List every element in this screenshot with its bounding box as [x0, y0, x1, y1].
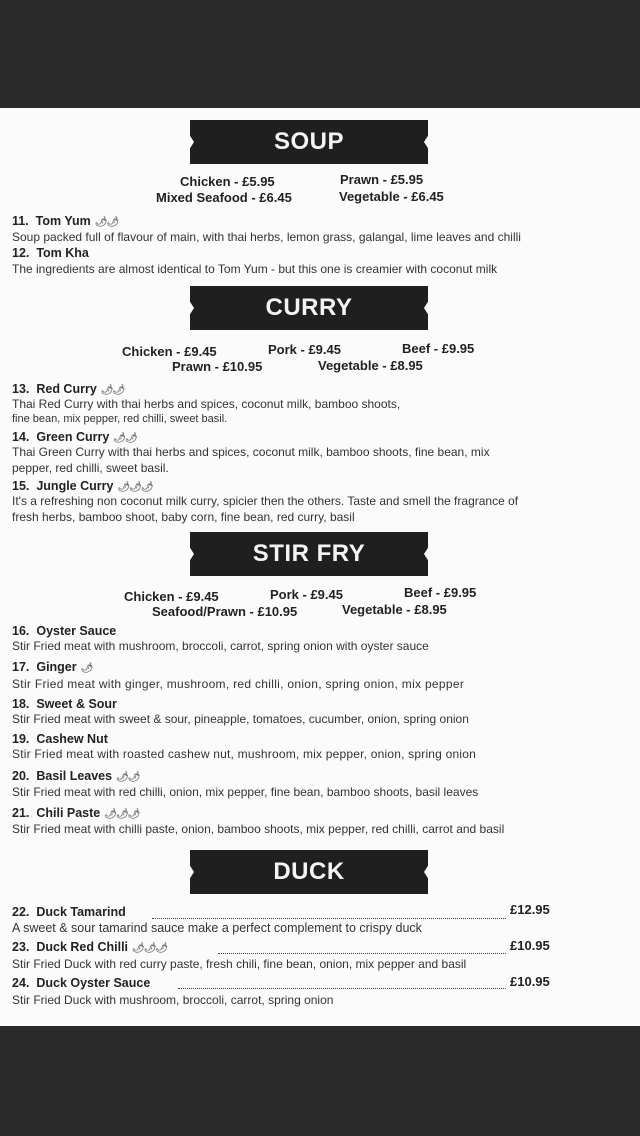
menu-item-22-desc: A sweet & sour tamarind sauce make a perfect complement to crispy duck	[12, 921, 422, 935]
menu-item-16-desc: Stir Fried meat with mushroom, broccoli, carrot, spring onion with oyster sauce	[12, 639, 429, 653]
curry-price-prawn: Prawn - £10.95	[172, 359, 263, 374]
menu-item-18: 18. Sweet & Sour	[12, 697, 117, 711]
menu-item-16: 16. Oyster Sauce	[12, 624, 117, 638]
stirfry-price-seafood: Seafood/Prawn - £10.95	[152, 604, 298, 619]
menu-item-21-desc: Stir Fried meat with chilli paste, onion, bamboo shoots, mix pepper, red chilli, carrot and basil	[12, 822, 505, 836]
soup-price-prawn: Prawn - £5.95	[340, 172, 424, 187]
menu-item-21: 21. Chili Paste 🌶🌶🌶	[12, 806, 140, 820]
menu-page	[0, 108, 640, 1026]
chili-icon: 🌶🌶🌶	[104, 809, 140, 820]
leader-dots	[178, 988, 506, 989]
duck-title: DUCK	[273, 858, 345, 885]
menu-item-17-desc: Stir Fried meat with ginger, mushroom, red chilli, onion, spring onion, mix pepper	[12, 677, 465, 691]
menu-item-14: 14. Green Curry 🌶🌶	[12, 430, 137, 444]
chili-icon: 🌶🌶	[116, 772, 140, 783]
stirfry-price-beef: Beef - £9.95	[404, 585, 477, 600]
menu-item-12: 12. Tom Kha	[12, 246, 89, 260]
menu-item-18-desc: Stir Fried meat with sweet & sour, pineapple, tomatoes, cucumber, onion, spring onion	[12, 712, 469, 726]
menu-item-17: 17. Ginger 🌶	[12, 660, 93, 674]
menu-item-19-desc: Stir Fried meat with roasted cashew nut, mushroom, mix pepper, onion, spring onion	[12, 747, 476, 761]
menu-item-11-desc: Soup packed full of flavour of main, with thai herbs, lemon grass, galangal, lime leaves and chilli	[12, 230, 521, 244]
menu-item-15: 15. Jungle Curry 🌶🌶🌶	[12, 479, 153, 493]
soup-price-chicken: Chicken - £5.95	[180, 174, 275, 189]
menu-item-24-price: £10.95	[510, 974, 550, 989]
menu-item-19: 19. Cashew Nut	[12, 732, 108, 746]
curry-price-chicken: Chicken - £9.45	[122, 344, 217, 359]
soup-price-seafood: Mixed Seafood - £6.45	[156, 190, 292, 205]
chili-icon: 🌶🌶	[94, 217, 119, 228]
soup-price-vegetable: Vegetable - £6.45	[339, 189, 444, 204]
chili-icon: 🌶🌶🌶	[117, 482, 153, 493]
menu-item-13-desc: Thai Red Curry with thai herbs and spices, coconut milk, bamboo shoots,	[12, 397, 401, 411]
curry-banner	[180, 286, 438, 330]
stirfry-price-vegetable: Vegetable - £8.95	[342, 602, 447, 617]
duck-banner	[180, 850, 438, 894]
menu-item-24: 24. Duck Oyster Sauce	[12, 976, 151, 990]
menu-item-24-desc: Stir Fried Duck with mushroom, broccoli, carrot, spring onion	[12, 993, 334, 1007]
menu-item-13: 13. Red Curry 🌶🌶	[12, 382, 125, 396]
leader-dots	[152, 918, 506, 919]
menu-item-23: 23. Duck Red Chilli 🌶🌶🌶	[12, 940, 168, 954]
stirfry-title: STIR FRY	[252, 540, 366, 567]
menu-item-23-price: £10.95	[510, 938, 550, 953]
menu-item-15-desc-2: fresh herbs, bamboo shoot, baby corn, fine bean, red curry, basil	[12, 510, 355, 524]
chili-icon: 🌶	[80, 663, 93, 674]
menu-item-14-desc-2: pepper, red chilli, sweet basil.	[12, 461, 169, 475]
menu-item-14-desc: Thai Green Curry with thai herbs and spices, coconut milk, bamboo shoots, fine bean, mix	[12, 445, 490, 459]
menu-item-15-desc: It's a refreshing non coconut milk curry, spicier then the others. Taste and smell the fragrance of	[12, 494, 519, 508]
chili-icon: 🌶🌶	[113, 433, 137, 444]
menu-item-22: 22. Duck Tamarind	[12, 905, 126, 919]
stirfry-price-pork: Pork - £9.45	[270, 587, 343, 602]
menu-item-11: 11. Tom Yum 🌶🌶	[12, 214, 119, 228]
menu-item-22-price: £12.95	[510, 902, 550, 917]
menu-item-20: 20. Basil Leaves 🌶🌶	[12, 769, 140, 783]
menu-item-20-desc: Stir Fried meat with red chilli, onion, mix pepper, fine bean, bamboo shoots, basil leaves	[12, 785, 479, 799]
chili-icon: 🌶🌶🌶	[132, 943, 168, 954]
menu-item-13-desc-2: fine bean, mix pepper, red chilli, sweet basil.	[12, 413, 228, 425]
stirfry-banner	[180, 532, 438, 576]
chili-icon: 🌶🌶	[100, 385, 125, 396]
curry-title: CURRY	[265, 294, 353, 321]
curry-price-beef: Beef - £9.95	[402, 341, 475, 356]
menu-item-12-desc: The ingredients are almost identical to Tom Yum - but this one is creamier with coconut milk	[12, 262, 498, 276]
curry-price-vegetable: Vegetable - £8.95	[318, 358, 423, 373]
soup-title: SOUP	[273, 128, 344, 155]
menu-item-23-desc: Stir Fried Duck with red curry paste, fresh chili, fine bean, onion, mix pepper and basil	[12, 957, 467, 971]
stirfry-price-chicken: Chicken - £9.45	[124, 589, 219, 604]
leader-dots	[218, 953, 506, 954]
soup-banner	[180, 120, 438, 164]
curry-price-pork: Pork - £9.45	[268, 342, 341, 357]
